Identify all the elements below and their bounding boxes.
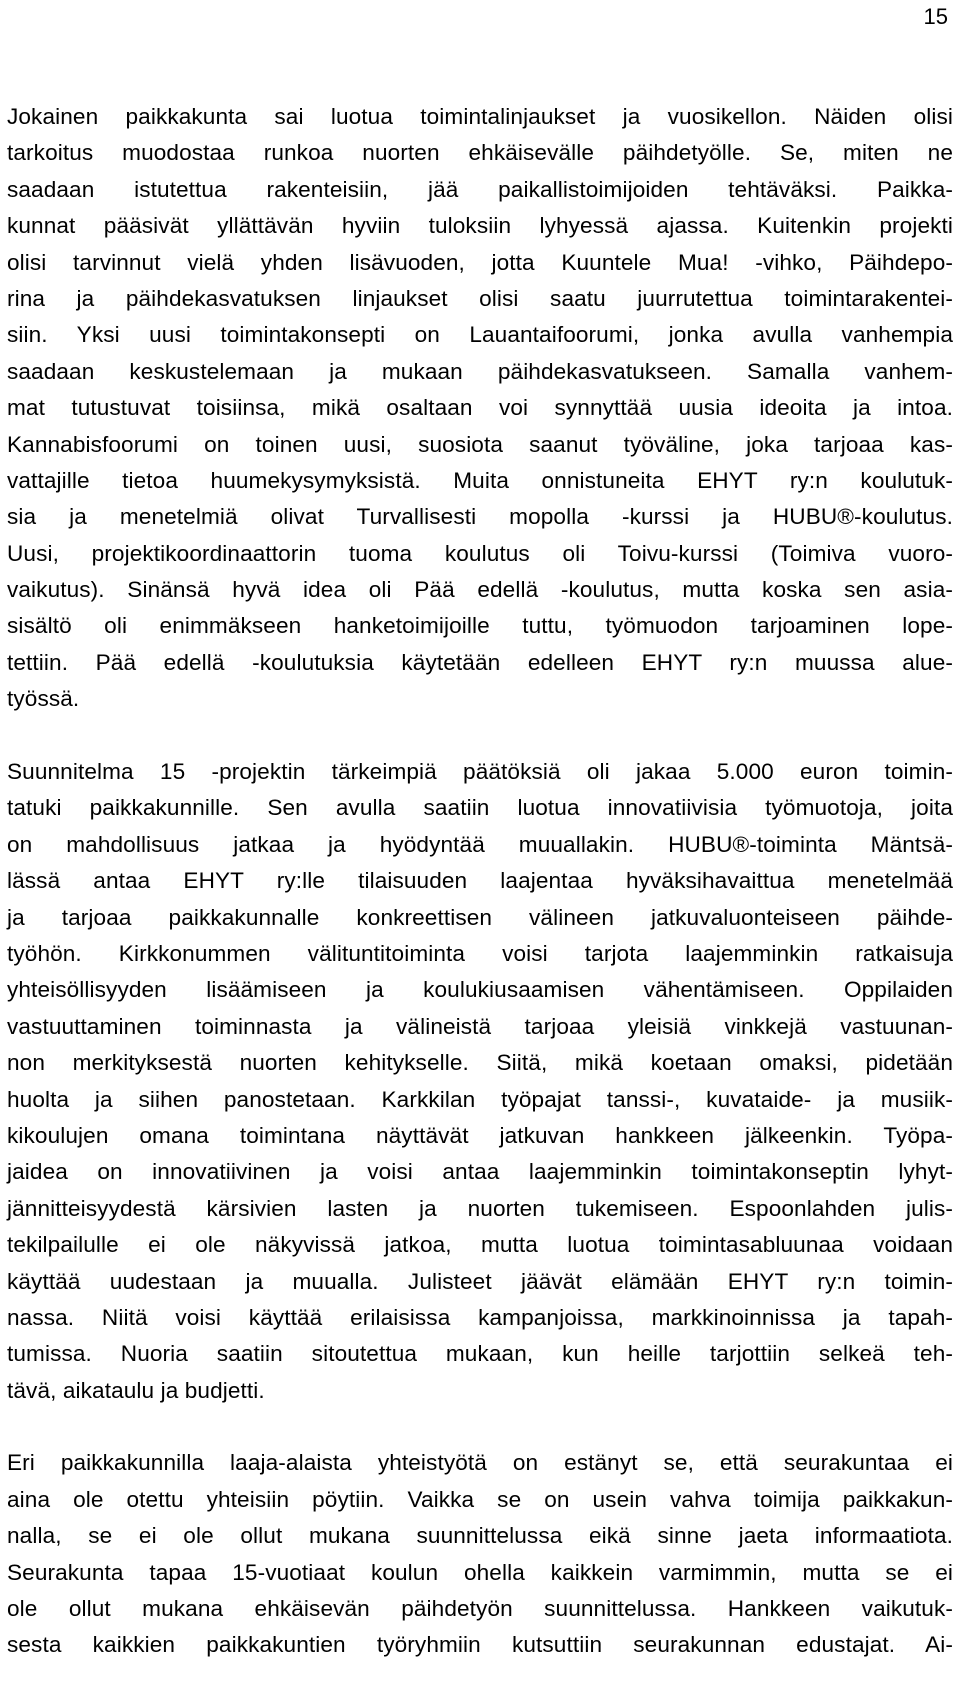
text-line: tatuki paikkakunnille. Sen avulla saatiin luotua innovatiivisia työmuotoja, joita	[7, 795, 953, 821]
text-line: vastuuttaminen toiminnasta ja välineistä tarjoaa yleisiä vinkkejä vastuunan-	[7, 1013, 953, 1039]
text-line: on mahdollisuus jatkaa ja hyödyntää muuallakin. HUBU®-toiminta Mäntsä-	[7, 831, 953, 857]
text-line: Jokainen paikkakunta sai luotua toimintalinjaukset ja vuosikellon. Näiden olisi	[7, 104, 953, 129]
text-line: saadaan keskustelemaan ja mukaan päihdekasvatukseen. Samalla vanhem-	[7, 358, 953, 384]
text-line-last: työssä.	[7, 686, 80, 712]
text-line: siin. Yksi uusi toimintakonsepti on Lauantaifoorumi, jonka avulla vanhempia	[7, 322, 953, 348]
text-line: työhön. Kirkkonummen välituntitoiminta voisi tarjota laajemminkin ratkaisuja	[7, 940, 953, 966]
text-line: ja tarjoaa paikkakunnalle konkreettisen välineen jatkuvaluonteiseen päihde-	[7, 904, 953, 930]
text-line: sesta kaikkien paikkakuntien työryhmiin kutsuttiin seurakunnan edustajat. Ai-	[7, 1632, 953, 1658]
text-line: Seurakunta tapaa 15-vuotiaat koulun ohella kaikkein varmimmin, mutta se ei	[7, 1559, 953, 1585]
text-line: mat tutustuvat toisiinsa, mikä osaltaan voi synnyttää uusia ideoita ja intoa.	[7, 395, 953, 421]
text-line: sia ja menetelmiä olivat Turvallisesti mopolla -kurssi ja HUBU®-koulutus.	[7, 504, 953, 530]
text-line-last: tävä, aikataulu ja budjetti.	[7, 1377, 265, 1403]
document-body	[7, 99, 953, 1664]
text-line: nalla, se ei ole ollut mukana suunnittelussa eikä sinne jaeta informaatiota.	[7, 1523, 953, 1549]
text-line: vaikutus). Sinänsä hyvä idea oli Pää edellä -koulutus, mutta koska sen asia-	[7, 577, 953, 603]
text-line: jaidea on innovatiivinen ja voisi antaa laajemminkin toimintakonseptin lyhyt-	[7, 1159, 953, 1185]
paragraph-2	[7, 754, 953, 1409]
text-line: rina ja päihdekasvatuksen linjaukset olisi saatu juurrutettua toimintarakentei-	[7, 285, 953, 311]
text-line: Uusi, projektikoordinaattorin tuoma koulutus oli Toivu-kurssi (Toimiva vuoro-	[7, 540, 953, 566]
paragraph-gap	[7, 1409, 953, 1445]
text-line: Eri paikkakunnilla laaja-alaista yhteistyötä on estänyt se, että seurakuntaa ei	[7, 1450, 953, 1476]
text-line: Suunnitelma 15 -projektin tärkeimpiä päätöksiä oli jakaa 5.000 euron toimin-	[7, 759, 953, 785]
text-line: aina ole otettu yhteisiin pöytiin. Vaikka se on usein vahva toimija paikkakun-	[7, 1486, 953, 1512]
text-line: jännitteisyydestä kärsivien lasten ja nuorten tukemiseen. Espoonlahden julis-	[7, 1195, 953, 1221]
paragraph-1	[7, 99, 953, 718]
text-line: saadaan istutettua rakenteisiin, jää paikallistoimijoiden tehtäväksi. Paikka-	[7, 176, 953, 202]
text-line: kunnat pääsivät yllättävän hyviin tuloksiin lyhyessä ajassa. Kuitenkin projekti	[7, 213, 953, 239]
text-line: kikoulujen omana toimintana näyttävät jatkuvan hankkeen jälkeenkin. Työpa-	[7, 1122, 953, 1148]
page-number: 15	[923, 4, 948, 29]
text-line: Kannabisfoorumi on toinen uusi, suosiota saanut työväline, joka tarjoaa kas-	[7, 431, 953, 457]
text-line: lässä antaa EHYT ry:lle tilaisuuden laajentaa hyväksihavaittua menetelmää	[7, 868, 953, 894]
text-line: tumissa. Nuoria saatiin sitoutettua mukaan, kun heille tarjottiin selkeä teh-	[7, 1341, 953, 1367]
text-line: sisältö oli enimmäkseen hanketoimijoille tuttu, työmuodon tarjoaminen lope-	[7, 613, 953, 639]
text-line: olisi tarvinnut vielä yhden lisävuoden, jotta Kuuntele Mua! -vihko, Päihdepo-	[7, 249, 953, 275]
text-line: tarkoitus muodostaa runkoa nuorten ehkäisevälle päihdetyölle. Se, miten ne	[7, 140, 953, 166]
text-line: nassa. Niitä voisi käyttää erilaisissa kampanjoissa, markkinoinnissa ja tapah-	[7, 1304, 953, 1330]
text-line: huolta ja siihen panostetaan. Karkkilan työpajat tanssi-, kuvataide- ja musiik-	[7, 1086, 953, 1112]
text-line: non merkityksestä nuorten kehitykselle. Siitä, mikä koetaan omaksi, pidetään	[7, 1050, 953, 1076]
text-line: tettiin. Pää edellä -koulutuksia käytetään edelleen EHYT ry:n muussa alue-	[7, 649, 953, 675]
text-line: tekilpailulle ei ole näkyvissä jatkoa, mutta luotua toimintasabluunaa voidaan	[7, 1232, 953, 1258]
text-line: käyttää uudestaan ja muualla. Julisteet jäävät elämään EHYT ry:n toimin-	[7, 1268, 953, 1294]
paragraph-3	[7, 1445, 953, 1663]
paragraph-gap	[7, 718, 953, 754]
text-line: ole ollut mukana ehkäisevän päihdetyön suunnittelussa. Hankkeen vaikutuk-	[7, 1596, 953, 1622]
text-line: yhteisöllisyyden lisäämiseen ja koulukiusaamisen vähentämiseen. Oppilaiden	[7, 977, 953, 1003]
text-line: vattajille tietoa huumekysymyksistä. Muita onnistuneita EHYT ry:n koulutuk-	[7, 467, 953, 493]
